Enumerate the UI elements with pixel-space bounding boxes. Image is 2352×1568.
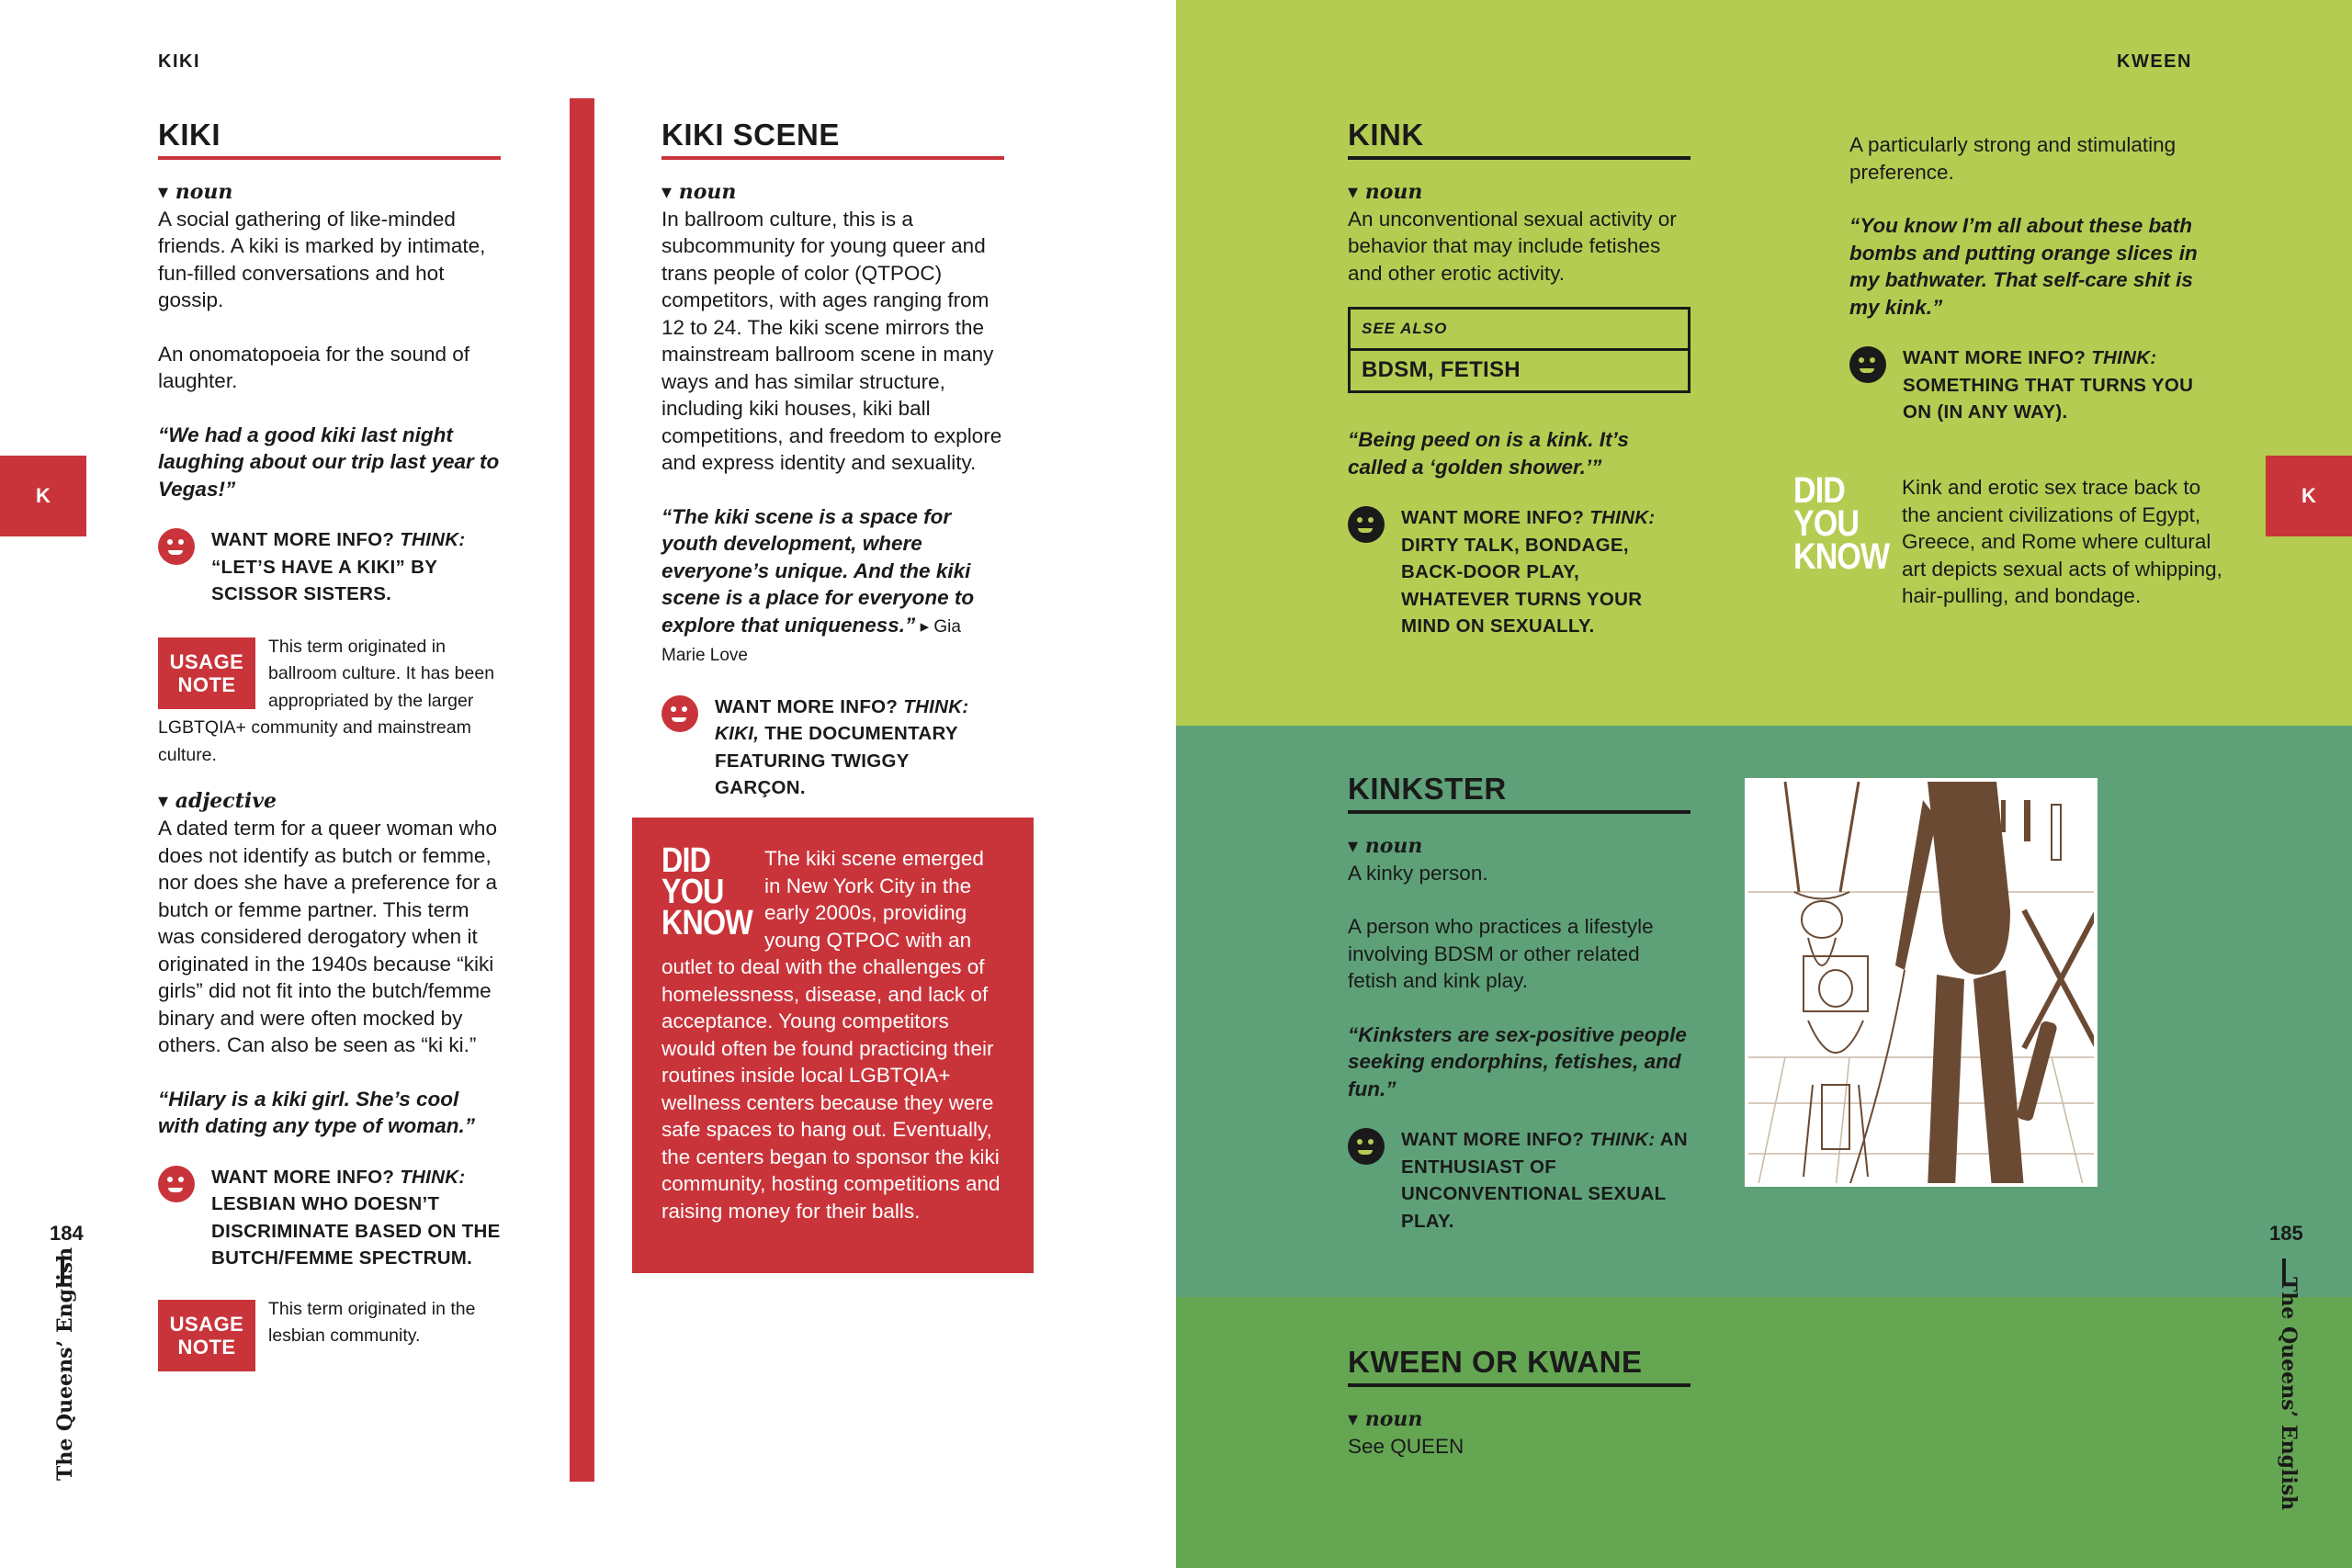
thinking-face-icon bbox=[1348, 506, 1385, 543]
see-also-terms[interactable]: BDSM, FETISH bbox=[1362, 356, 1521, 382]
definition: See QUEEN bbox=[1348, 1434, 1464, 1458]
did-you-know-text: Kink and erotic sex trace back to the ancient civilizations of Egypt, Greece, and Rome where cultural art depicts sexual acts of whipping, hair-pulling, and bondage. bbox=[1902, 476, 2222, 607]
entry-kiki-scene bbox=[662, 118, 1004, 802]
thumb-tab-right: K bbox=[2266, 456, 2352, 536]
definition: A dated term for a queer woman who does not identify as butch or femme, nor does she have a preference for a butch or femme partner. This term was considered derogatory when it originated in the 1940s because “kiki girls” did not fit into the butch/femme binary and were often mocked by others. Can also be seen as “ki ki.” bbox=[158, 817, 497, 1056]
thinking-face-icon bbox=[158, 528, 195, 565]
headword-kinkster: KINKSTER bbox=[1348, 775, 1690, 814]
dungeon-scene-illustration bbox=[1748, 782, 2097, 1186]
example-quote: “Being peed on is a kink. It’s called a ‘golden shower.’” bbox=[1348, 428, 1629, 479]
column-divider bbox=[570, 98, 594, 1482]
book-title-left: The Queens’ English bbox=[53, 1247, 77, 1481]
usage-note bbox=[158, 1296, 501, 1375]
definition: A person who practices a lifestyle involving BDSM or other related fetish and kink play. bbox=[1348, 915, 1654, 992]
running-head-right: KWEEN bbox=[2117, 51, 2192, 72]
entry-kink-continued bbox=[1849, 131, 2212, 426]
definition: A particularly strong and stimulating preference. bbox=[1849, 133, 2177, 184]
more-info-callout: WANT MORE INFO? THINK: DIRTY TALK, BONDAGE, BACK-DOOR PLAY, WHATEVER TURNS YOUR MIND ON SEXUALLY. bbox=[1348, 504, 1690, 640]
example-quote: “You know I’m all about these bath bombs and putting orange slices in my bathwater. That self-care shit is my kink.” bbox=[1849, 214, 2198, 319]
page-number-right: 185 bbox=[2269, 1222, 2303, 1245]
right-page bbox=[1176, 0, 2352, 1568]
part-of-speech: ▾ noun bbox=[1348, 833, 1423, 858]
see-also-label: SEE ALSO bbox=[1351, 310, 1688, 351]
definition: A kinky person. bbox=[1348, 861, 1488, 885]
book-title-right: The Queens’ English bbox=[2277, 1277, 2301, 1511]
usage-note-text: This term originated in the lesbian community. bbox=[268, 1298, 476, 1346]
did-you-know-box bbox=[632, 818, 1034, 1273]
did-you-know-text: The kiki scene emerged in New York City in the early 2000s, providing young QTPOC with an outlet to deal with the challenges of homelessness, disease, and lack of acceptance. Young competitors would often be found practicing their routines inside local LGBTQIA+ wellness centers because they were safe spaces to hang out. Eventually, the centers began to sponsor the kiki community, hosting competitions and raising money for their balls. bbox=[662, 847, 1001, 1223]
part-of-speech: ▾ noun bbox=[1348, 179, 1423, 204]
thinking-face-icon bbox=[1348, 1128, 1385, 1165]
definition: An onomatopoeia for the sound of laughter. bbox=[158, 342, 469, 392]
more-info-callout: WANT MORE INFO? THINK: “LET’S HAVE A KIKI” BY SCISSOR SISTERS. bbox=[158, 526, 501, 608]
example-quote: “The kiki scene is a space for youth development, where everyone’s unique. And the kiki scene is a place for everyone to explore that uniqueness.” ▸ Gia Marie Love bbox=[662, 504, 975, 665]
headword-kween: KWEEN OR KWANE bbox=[1348, 1348, 1690, 1387]
see-also-box bbox=[1348, 307, 1690, 393]
thinking-face-icon bbox=[1849, 346, 1886, 383]
headword-kiki: KIKI bbox=[158, 121, 501, 160]
running-head-left: KIKI bbox=[158, 51, 200, 72]
part-of-speech: ▾ adjective bbox=[158, 789, 277, 813]
more-info-callout: WANT MORE INFO? THINK: KIKI, THE DOCUMENTARY FEATURING TWIGGY GARÇON. bbox=[662, 694, 1004, 802]
thinking-face-icon bbox=[662, 695, 698, 732]
did-you-know-badge: DID YOU KNOW bbox=[662, 841, 752, 942]
more-info-callout: WANT MORE INFO? THINK: SOMETHING THAT TURNS YOU ON (IN ANY WAY). bbox=[1849, 344, 2212, 426]
usage-note-badge: USAGE NOTE bbox=[158, 637, 255, 709]
quote-attribution: ▸ Gia Marie Love bbox=[662, 616, 961, 665]
thinking-face-icon bbox=[158, 1166, 195, 1202]
example-quote: “We had a good kiki last night laughing about our trip last year to Vegas!” bbox=[158, 423, 500, 501]
page-number-left: 184 bbox=[50, 1222, 84, 1245]
entry-kiki bbox=[158, 118, 501, 1375]
did-you-know-badge: DID YOU KNOW bbox=[1793, 470, 1890, 577]
definition: An unconventional sexual activity or behavior that may include fetishes and other erotic activity. bbox=[1348, 207, 1677, 285]
part-of-speech: ▾ noun bbox=[1348, 1406, 1423, 1431]
usage-note-badge: USAGE NOTE bbox=[158, 1300, 255, 1371]
example-quote: “Hilary is a kiki girl. She’s cool with dating any type of woman.” bbox=[158, 1087, 476, 1137]
part-of-speech: ▾ noun bbox=[158, 179, 233, 204]
example-quote: “Kinksters are sex-positive people seeking endorphins, fetishes, and fun.” bbox=[1348, 1022, 1687, 1100]
headword-kink: KINK bbox=[1348, 121, 1690, 160]
usage-note bbox=[158, 634, 501, 770]
definition: In ballroom culture, this is a subcommunity for young queer and trans people of color (QTPOC) competitors, with ages ranging from 12 to 24. The kiki scene mirrors the mainstream ballroom scene in many ways and has similar structure, including kiki houses, kiki ball competitions, and freedom to explore and express identity and sexuality. bbox=[662, 207, 1002, 474]
more-info-callout: WANT MORE INFO? THINK: AN ENTHUSIAST OF UNCONVENTIONAL SEXUAL PLAY. bbox=[1348, 1126, 1690, 1235]
headword-kiki-scene: KIKI SCENE bbox=[662, 121, 1004, 160]
part-of-speech: ▾ noun bbox=[662, 179, 737, 204]
thumb-tab-left: K bbox=[0, 456, 86, 536]
bdsm-illustration bbox=[1746, 779, 2097, 1186]
more-info-callout: WANT MORE INFO? THINK: LESBIAN WHO DOESN’T DISCRIMINATE BASED ON THE BUTCH/FEMME SPECTRUM. bbox=[158, 1164, 501, 1272]
definition: A social gathering of like-minded friends. A kiki is marked by intimate, fun-filled conversations and hot gossip. bbox=[158, 207, 486, 311]
usage-note-text: This term originated in ballroom culture. It has been appropriated by the larger LGBTQIA+ community and mainstream culture. bbox=[158, 636, 495, 765]
entry-kink bbox=[1348, 118, 1690, 640]
entry-kinkster bbox=[1348, 772, 1690, 1235]
entry-kween bbox=[1348, 1345, 1690, 1460]
